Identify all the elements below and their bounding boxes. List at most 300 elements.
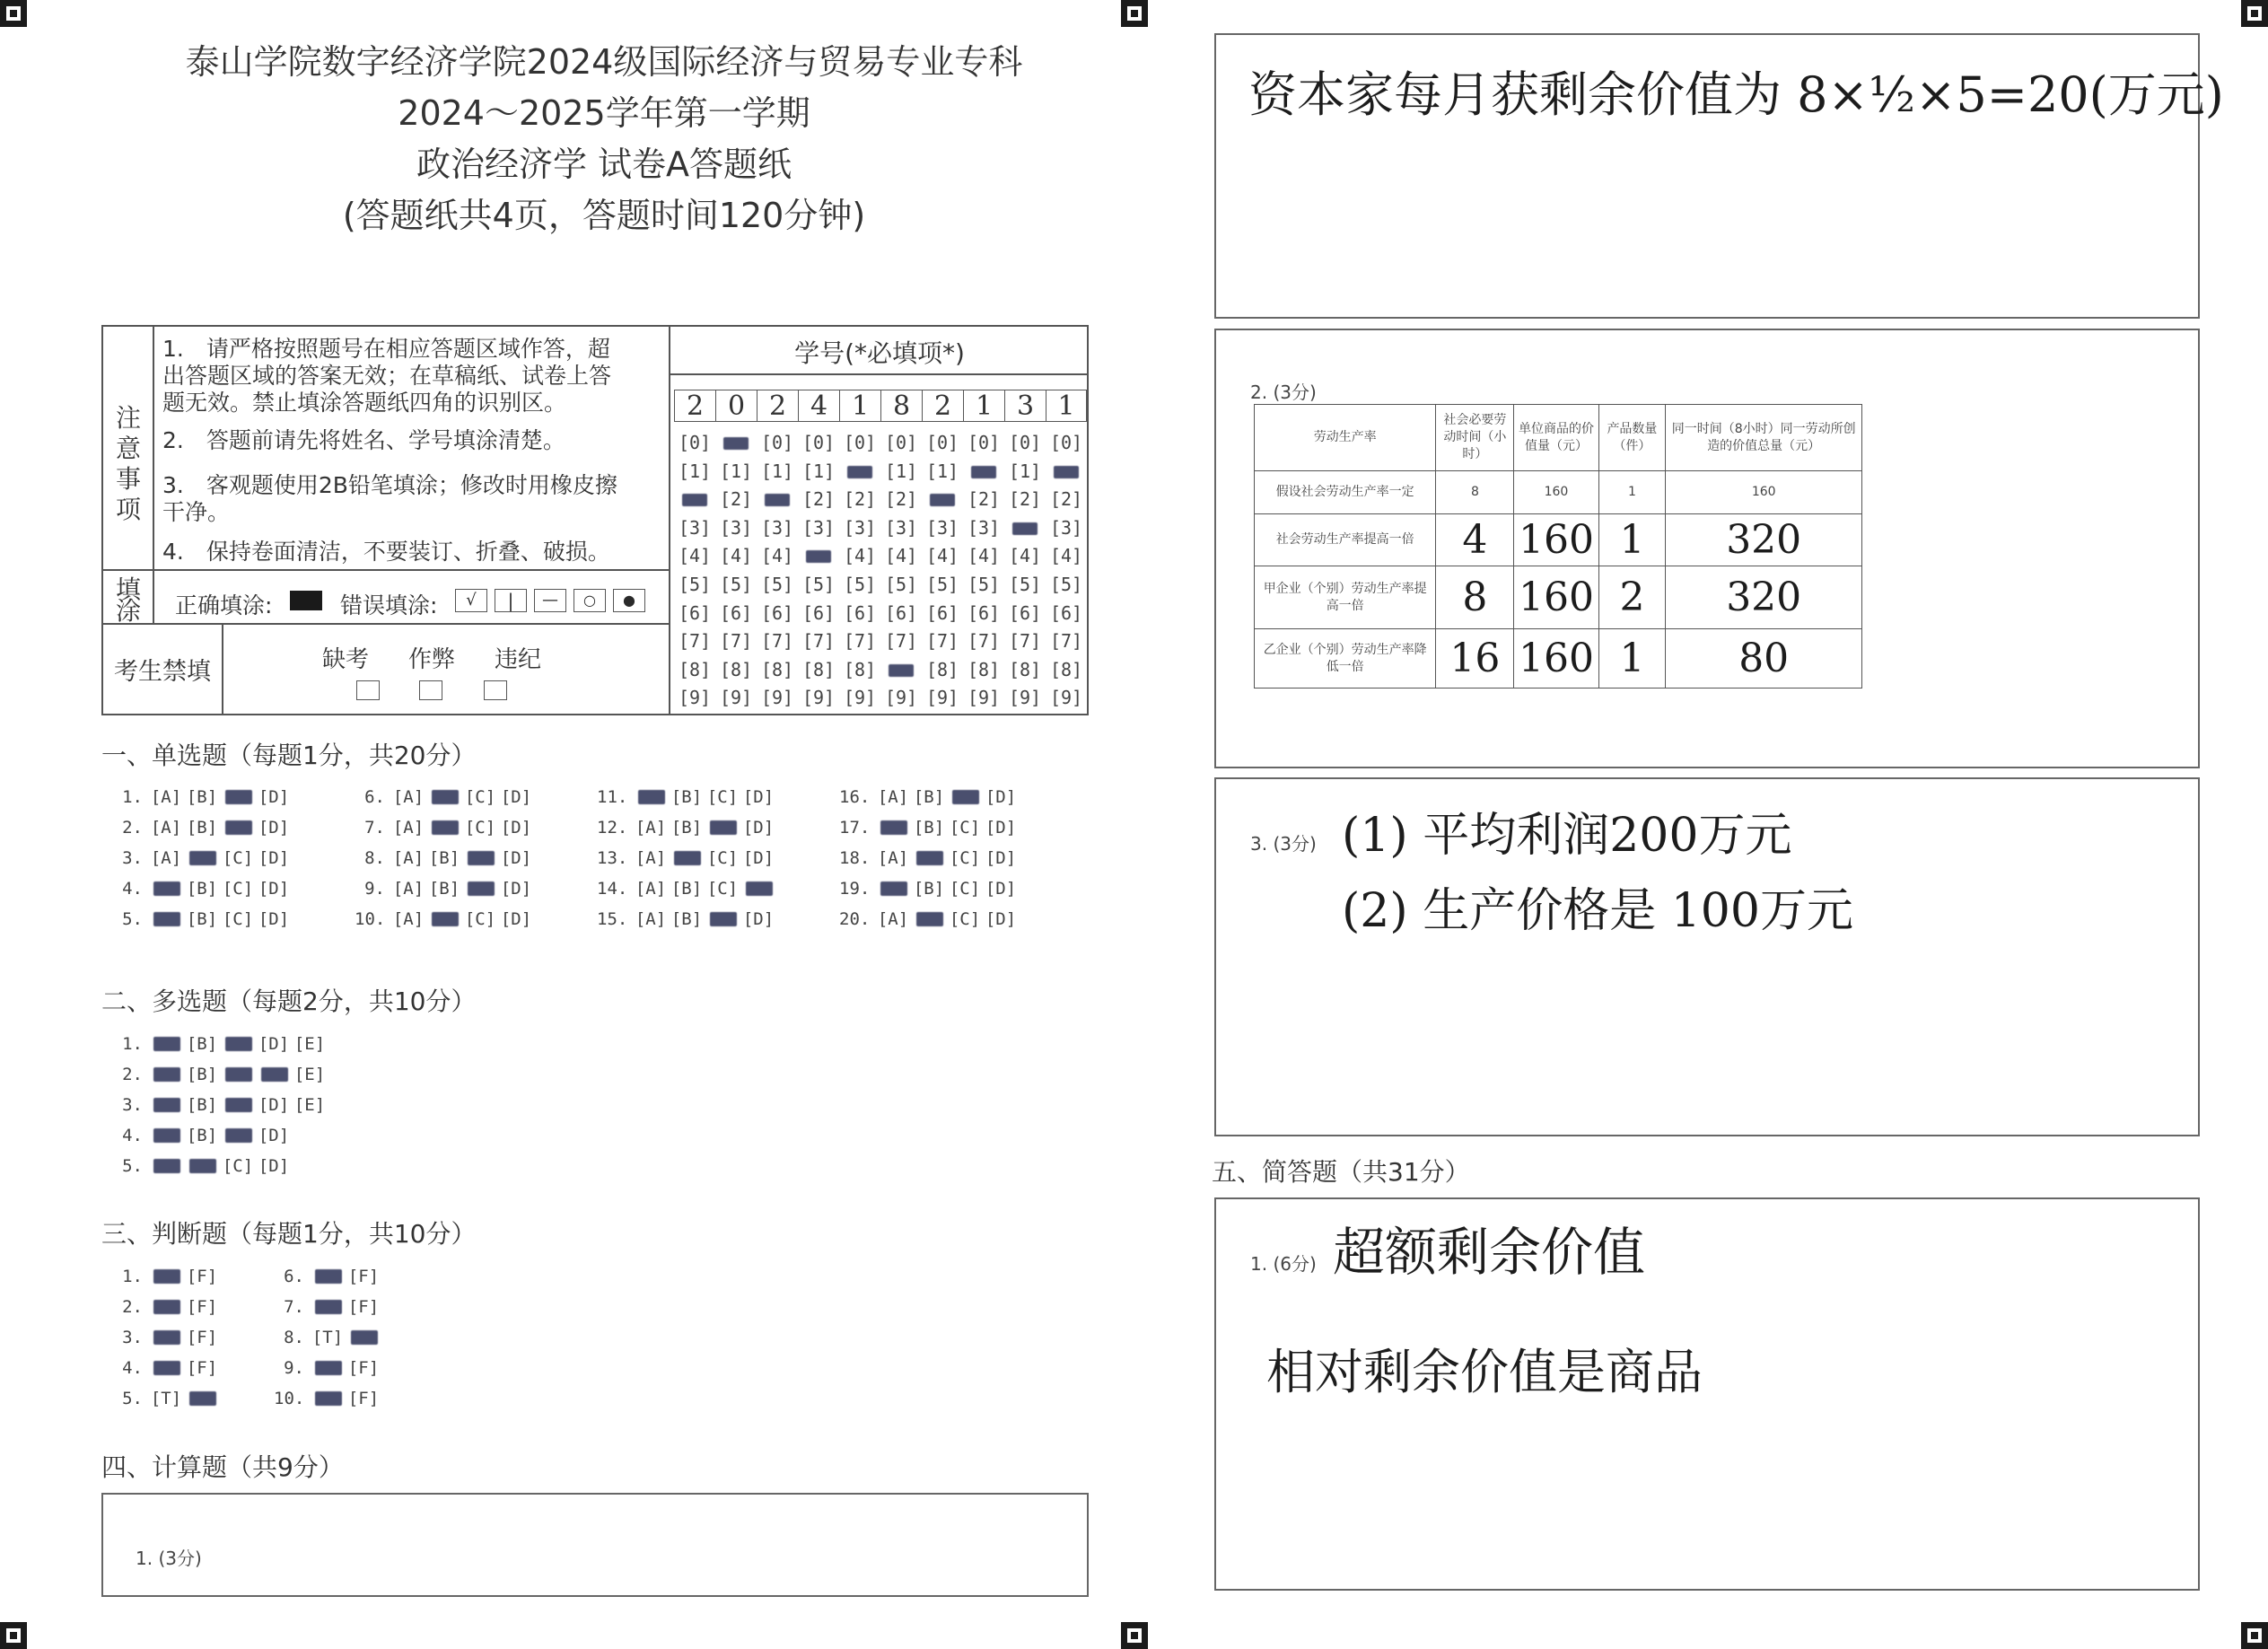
option-bubble[interactable]: [F]: [347, 1297, 380, 1317]
option-bubble[interactable]: [D]: [500, 818, 532, 838]
option-bubble[interactable]: [B]: [186, 1034, 218, 1054]
bubble[interactable]: [5]: [967, 573, 1001, 595]
bubble[interactable]: [7]: [967, 630, 1001, 653]
cheat-label: 作弊: [408, 646, 456, 673]
option-bubble-filled[interactable]: [462, 879, 498, 899]
bubble[interactable]: [3]: [801, 516, 836, 539]
option-bubble-filled[interactable]: [184, 848, 220, 868]
bubble[interactable]: [5]: [1049, 573, 1083, 595]
calc-q1-continued-box[interactable]: [1214, 33, 2224, 319]
option-bubble-filled[interactable]: [148, 1034, 184, 1054]
option-bubble[interactable]: [C]: [222, 848, 254, 868]
bubble[interactable]: [7]: [801, 630, 836, 653]
bubble[interactable]: [0]: [884, 432, 918, 453]
option-bubble[interactable]: [C]: [464, 909, 496, 929]
option-bubble[interactable]: [B]: [913, 818, 945, 838]
option-bubble-filled[interactable]: [220, 1095, 256, 1115]
wrong-mark-dash: —: [534, 589, 566, 612]
option-bubble[interactable]: [A]: [392, 787, 425, 807]
option-bubble-filled[interactable]: [426, 818, 462, 838]
option-bubble[interactable]: [D]: [258, 1126, 290, 1145]
option-bubble[interactable]: [B]: [186, 1095, 218, 1115]
bubble-filled[interactable]: [757, 486, 798, 514]
bubble[interactable]: [8]: [678, 658, 712, 680]
option-bubble[interactable]: [B]: [913, 787, 945, 807]
option-bubble[interactable]: [A]: [392, 879, 425, 899]
table-row: [1255, 471, 1862, 514]
option-bubble[interactable]: [C]: [706, 848, 739, 868]
bubble[interactable]: [4]: [884, 545, 918, 567]
table-header: 单位商品的价值量（元）: [1514, 405, 1598, 471]
exam-forbidden-label: 考生禁填: [114, 658, 211, 686]
option-bubble[interactable]: [A]: [877, 909, 909, 929]
option-bubble-filled[interactable]: [633, 787, 669, 807]
bubble[interactable]: [0]: [760, 432, 794, 453]
option-bubble-filled[interactable]: [148, 1095, 184, 1115]
option-bubble[interactable]: [D]: [258, 818, 290, 838]
option-bubble[interactable]: [A]: [392, 909, 425, 929]
option-bubble[interactable]: [A]: [635, 909, 667, 929]
section-short-answer-title: 五、简答题（共31分）: [1212, 1157, 1470, 1187]
bubble[interactable]: [9]: [925, 687, 959, 709]
bubble-row: [674, 486, 1087, 514]
bubble[interactable]: [7]: [1049, 630, 1083, 653]
option-bubble[interactable]: [T]: [311, 1328, 344, 1347]
option-bubble[interactable]: [D]: [258, 1156, 290, 1176]
notice-item-3: 3. 客观题使用2B铅笔填涂；修改时用橡皮擦干净。: [162, 472, 617, 525]
bubble-row: [674, 514, 1087, 543]
bubble[interactable]: [7]: [925, 630, 959, 653]
bubble[interactable]: [0]: [1049, 432, 1083, 453]
option-bubble[interactable]: [D]: [742, 787, 775, 807]
bubble-filled[interactable]: [715, 429, 757, 458]
bubble[interactable]: [9]: [678, 687, 712, 709]
option-bubble-filled[interactable]: [310, 1267, 346, 1286]
bubble[interactable]: [5]: [925, 573, 959, 595]
answer-item: [274, 1267, 381, 1286]
short-answer-q1-label: 1. (6分): [1250, 1253, 1317, 1275]
bubble[interactable]: [8]: [925, 658, 959, 680]
option-bubble-filled[interactable]: [148, 1358, 184, 1378]
student-id-digit: 2: [922, 390, 963, 422]
answer-item: [112, 1065, 328, 1084]
answer-item: [112, 818, 292, 838]
table-cell-handwritten: 1: [1598, 514, 1666, 566]
option-bubble[interactable]: [A]: [877, 848, 909, 868]
option-bubble-filled[interactable]: [148, 1328, 184, 1347]
option-bubble[interactable]: [B]: [186, 1065, 218, 1084]
corner-marker-bottom-right: [2241, 1622, 2268, 1649]
option-bubble[interactable]: [D]: [742, 818, 775, 838]
question-number: 5.: [122, 909, 143, 929]
answer-item: [112, 1389, 220, 1408]
option-bubble[interactable]: [D]: [500, 848, 532, 868]
option-bubble[interactable]: [F]: [347, 1358, 380, 1378]
answer-item: [597, 787, 776, 807]
bubble[interactable]: [3]: [925, 516, 959, 539]
student-id-bubble-grid[interactable]: [674, 429, 1087, 713]
bubble[interactable]: [9]: [967, 687, 1001, 709]
option-bubble[interactable]: [B]: [670, 909, 703, 929]
question-number: 4.: [122, 1126, 143, 1145]
table-cell-handwritten: 16: [1436, 629, 1514, 689]
bubble-row: [674, 627, 1087, 656]
bubble[interactable]: [6]: [719, 601, 753, 624]
answer-item: [112, 1328, 220, 1347]
student-id-digit: 3: [1004, 390, 1046, 422]
option-bubble[interactable]: [D]: [258, 879, 290, 899]
bubble[interactable]: [4]: [760, 545, 794, 567]
corner-marker-bottom-left: [0, 1622, 27, 1649]
calc-q1-label: 1. (3分): [136, 1548, 202, 1569]
absent-label: 缺考: [322, 646, 370, 673]
bubble-filled[interactable]: [963, 458, 1004, 487]
bubble[interactable]: [8]: [801, 658, 836, 680]
option-bubble[interactable]: [C]: [222, 1156, 254, 1176]
option-bubble-filled[interactable]: [911, 909, 947, 929]
absent-checkbox[interactable]: [356, 680, 380, 700]
bubble[interactable]: [7]: [884, 630, 918, 653]
option-bubble-filled[interactable]: [256, 1065, 292, 1084]
option-bubble-filled[interactable]: [310, 1358, 346, 1378]
student-id-digit: 1: [963, 390, 1004, 422]
option-bubble[interactable]: [A]: [392, 848, 425, 868]
bubble[interactable]: [2]: [884, 488, 918, 511]
bubble[interactable]: [3]: [967, 516, 1001, 539]
option-bubble[interactable]: [B]: [186, 787, 218, 807]
wrong-mark-bar: |: [495, 589, 527, 612]
option-bubble[interactable]: [F]: [186, 1267, 218, 1286]
option-bubble[interactable]: [A]: [635, 848, 667, 868]
bubble[interactable]: [2]: [801, 488, 836, 511]
option-bubble[interactable]: [B]: [670, 787, 703, 807]
bubble[interactable]: [0]: [967, 432, 1001, 453]
option-bubble[interactable]: [C]: [706, 787, 739, 807]
bubble[interactable]: [7]: [843, 630, 877, 653]
option-bubble[interactable]: [A]: [635, 879, 667, 899]
answer-item: [112, 1034, 328, 1054]
option-bubble[interactable]: [B]: [428, 879, 460, 899]
question-number: 20.: [839, 909, 871, 929]
bubble-filled[interactable]: [798, 542, 839, 571]
option-bubble[interactable]: [D]: [985, 818, 1017, 838]
bubble[interactable]: [6]: [884, 601, 918, 624]
option-bubble[interactable]: [D]: [500, 909, 532, 929]
bubble[interactable]: [3]: [678, 516, 712, 539]
corner-marker-top-left: [0, 0, 27, 27]
option-bubble[interactable]: [D]: [258, 1034, 290, 1054]
option-bubble-filled[interactable]: [911, 848, 947, 868]
table-row: [1255, 514, 1862, 566]
answer-item: [112, 879, 292, 899]
table-cell: 1: [1598, 471, 1666, 514]
option-bubble[interactable]: [B]: [186, 1126, 218, 1145]
option-bubble[interactable]: [C]: [949, 848, 981, 868]
bubble[interactable]: [3]: [884, 516, 918, 539]
option-bubble-filled[interactable]: [184, 1389, 220, 1408]
option-bubble[interactable]: [D]: [500, 879, 532, 899]
option-bubble[interactable]: [D]: [985, 787, 1017, 807]
bubble[interactable]: [1]: [925, 460, 959, 482]
option-bubble[interactable]: [B]: [186, 909, 218, 929]
bubble[interactable]: [8]: [967, 658, 1001, 680]
question-number: 2.: [122, 1065, 143, 1084]
bubble[interactable]: [4]: [967, 545, 1001, 567]
bubble[interactable]: [1]: [719, 460, 753, 482]
question-number: 18.: [839, 848, 871, 868]
option-bubble[interactable]: [B]: [186, 818, 218, 838]
option-bubble[interactable]: [F]: [186, 1328, 218, 1347]
option-bubble-filled[interactable]: [426, 787, 462, 807]
bubble[interactable]: [3]: [1049, 516, 1083, 539]
bubble[interactable]: [3]: [760, 516, 794, 539]
bubble[interactable]: [2]: [1049, 488, 1083, 511]
bubble[interactable]: [0]: [801, 432, 836, 453]
option-bubble-filled[interactable]: [310, 1297, 346, 1317]
bubble[interactable]: [4]: [1008, 545, 1042, 567]
bubble-filled[interactable]: [1046, 458, 1087, 487]
option-bubble[interactable]: [F]: [347, 1389, 380, 1408]
bubble[interactable]: [9]: [884, 687, 918, 709]
bubble[interactable]: [2]: [1008, 488, 1042, 511]
bubble-filled[interactable]: [1004, 514, 1046, 543]
option-bubble-filled[interactable]: [875, 879, 911, 899]
bubble-row: [674, 600, 1087, 628]
answer-item: [355, 909, 534, 929]
bubble[interactable]: [4]: [678, 545, 712, 567]
answer-item: [355, 879, 534, 899]
bubble[interactable]: [1]: [1008, 460, 1042, 482]
violation-checkbox[interactable]: [484, 680, 507, 700]
bubble[interactable]: [4]: [925, 545, 959, 567]
bubble[interactable]: [1]: [678, 460, 712, 482]
option-bubble-filled[interactable]: [220, 1034, 256, 1054]
option-bubble[interactable]: [D]: [258, 1095, 290, 1115]
notice-label-1: 注: [115, 403, 141, 433]
question-number: 7.: [364, 818, 385, 838]
question-number: 1.: [122, 787, 143, 807]
table-cell: 8: [1436, 471, 1514, 514]
bubble[interactable]: [1]: [801, 460, 836, 482]
option-bubble-filled[interactable]: [705, 818, 740, 838]
table-cell-handwritten: 160: [1514, 566, 1598, 629]
bubble[interactable]: [5]: [884, 573, 918, 595]
header-line2: 2024～2025学年第一学期: [398, 93, 810, 133]
bubble[interactable]: [6]: [801, 601, 836, 624]
short-answer-q1-box[interactable]: [1214, 1197, 2200, 1591]
question-number: 17.: [839, 818, 871, 838]
bubble[interactable]: [5]: [843, 573, 877, 595]
bubble[interactable]: [7]: [760, 630, 794, 653]
option-bubble[interactable]: [D]: [985, 909, 1017, 929]
bubble[interactable]: [3]: [719, 516, 753, 539]
question-number: 3.: [122, 848, 143, 868]
option-bubble-filled[interactable]: [148, 1156, 184, 1176]
calc-q1-answer-box[interactable]: [101, 1493, 1089, 1597]
option-bubble[interactable]: [A]: [877, 787, 909, 807]
bubble-row: [674, 458, 1087, 487]
bubble[interactable]: [0]: [925, 432, 959, 453]
option-bubble-filled[interactable]: [148, 1126, 184, 1145]
bubble[interactable]: [9]: [719, 687, 753, 709]
option-bubble-filled[interactable]: [184, 1156, 220, 1176]
bubble[interactable]: [8]: [843, 658, 877, 680]
table-header: 产品数量（件）: [1598, 405, 1666, 471]
option-bubble[interactable]: [C]: [222, 879, 254, 899]
bubble[interactable]: [7]: [678, 630, 712, 653]
option-bubble[interactable]: [D]: [742, 848, 775, 868]
option-bubble[interactable]: [F]: [186, 1297, 218, 1317]
bubble[interactable]: [0]: [1008, 432, 1042, 453]
correct-fill-label: 正确填涂:: [175, 592, 273, 618]
table-row-label: 乙企业（个别）劳动生产率降低一倍: [1255, 629, 1436, 689]
option-bubble-filled[interactable]: [220, 1065, 256, 1084]
option-bubble[interactable]: [A]: [392, 818, 425, 838]
option-bubble-filled[interactable]: [426, 909, 462, 929]
fill-label-1: 填: [115, 575, 141, 604]
option-bubble[interactable]: [D]: [258, 848, 290, 868]
option-bubble[interactable]: [T]: [150, 1389, 182, 1408]
wrong-mark-circle: ○: [574, 589, 606, 612]
question-number: 2.: [122, 1297, 143, 1317]
bubble[interactable]: [9]: [843, 687, 877, 709]
bubble[interactable]: [7]: [719, 630, 753, 653]
bubble[interactable]: [8]: [760, 658, 794, 680]
option-bubble[interactable]: [A]: [150, 787, 182, 807]
bubble-filled[interactable]: [922, 486, 963, 514]
option-bubble[interactable]: [F]: [347, 1267, 380, 1286]
option-bubble[interactable]: [C]: [949, 818, 981, 838]
bubble[interactable]: [2]: [719, 488, 753, 511]
question-number: 12.: [597, 818, 628, 838]
bubble[interactable]: [3]: [843, 516, 877, 539]
option-bubble[interactable]: [F]: [186, 1358, 218, 1378]
student-id-boxes: [674, 390, 1087, 422]
bubble[interactable]: [0]: [678, 432, 712, 453]
bubble[interactable]: [5]: [678, 573, 712, 595]
option-bubble[interactable]: [D]: [500, 787, 532, 807]
option-bubble-filled[interactable]: [740, 879, 776, 899]
bubble[interactable]: [4]: [843, 545, 877, 567]
option-bubble-filled[interactable]: [346, 1328, 381, 1347]
option-bubble-filled[interactable]: [947, 787, 983, 807]
option-bubble[interactable]: [E]: [293, 1065, 326, 1084]
bubble[interactable]: [2]: [967, 488, 1001, 511]
corner-marker-bottom-center: [1121, 1622, 1148, 1649]
bubble[interactable]: [9]: [760, 687, 794, 709]
table-row-label: 假设社会劳动生产率一定: [1255, 471, 1436, 514]
bubble[interactable]: [9]: [1049, 687, 1083, 709]
option-bubble[interactable]: [C]: [706, 879, 739, 899]
option-bubble[interactable]: [E]: [293, 1034, 326, 1054]
option-bubble-filled[interactable]: [310, 1389, 346, 1408]
bubble[interactable]: [8]: [719, 658, 753, 680]
bubble[interactable]: [6]: [678, 601, 712, 624]
cheat-checkbox[interactable]: [419, 680, 442, 700]
option-bubble-filled[interactable]: [462, 848, 498, 868]
bubble[interactable]: [1]: [884, 460, 918, 482]
option-bubble[interactable]: [C]: [464, 787, 496, 807]
bubble[interactable]: [6]: [967, 601, 1001, 624]
option-bubble-filled[interactable]: [220, 1126, 256, 1145]
option-bubble-filled[interactable]: [148, 1297, 184, 1317]
bubble[interactable]: [6]: [1008, 601, 1042, 624]
option-bubble-filled[interactable]: [148, 879, 184, 899]
bubble[interactable]: [8]: [1008, 658, 1042, 680]
option-bubble[interactable]: [A]: [150, 818, 182, 838]
wrong-fill-samples: [455, 589, 645, 612]
bubble[interactable]: [7]: [1008, 630, 1042, 653]
option-bubble[interactable]: [D]: [258, 909, 290, 929]
notice-label-4: 项: [115, 495, 141, 524]
option-bubble[interactable]: [D]: [258, 787, 290, 807]
option-bubble[interactable]: [B]: [670, 818, 703, 838]
bubble-filled[interactable]: [880, 656, 922, 685]
option-bubble-filled[interactable]: [220, 787, 256, 807]
bubble[interactable]: [5]: [1008, 573, 1042, 595]
option-bubble-filled[interactable]: [705, 909, 740, 929]
bubble[interactable]: [6]: [925, 601, 959, 624]
bubble[interactable]: [5]: [801, 573, 836, 595]
bubble-filled[interactable]: [839, 458, 880, 487]
option-bubble[interactable]: [C]: [949, 879, 981, 899]
bubble[interactable]: [5]: [760, 573, 794, 595]
answer-item: [112, 1156, 292, 1176]
student-id-digit: 4: [798, 390, 839, 422]
option-bubble[interactable]: [B]: [913, 879, 945, 899]
bubble[interactable]: [1]: [760, 460, 794, 482]
option-bubble[interactable]: [D]: [985, 848, 1017, 868]
option-bubble-filled[interactable]: [220, 818, 256, 838]
bubble[interactable]: [9]: [801, 687, 836, 709]
bubble[interactable]: [0]: [843, 432, 877, 453]
bubble[interactable]: [4]: [1049, 545, 1083, 567]
bubble[interactable]: [6]: [760, 601, 794, 624]
option-bubble[interactable]: [B]: [186, 879, 218, 899]
bubble[interactable]: [6]: [1049, 601, 1083, 624]
question-number: 9.: [284, 1358, 304, 1378]
calc-q3-answer-box[interactable]: [1214, 777, 2200, 1136]
option-bubble-filled[interactable]: [148, 1065, 184, 1084]
option-bubble[interactable]: [B]: [428, 848, 460, 868]
option-bubble[interactable]: [B]: [670, 879, 703, 899]
option-bubble-filled[interactable]: [148, 909, 184, 929]
option-bubble[interactable]: [D]: [985, 879, 1017, 899]
calc-q2-answer-box[interactable]: [1214, 329, 2200, 768]
bubble-filled[interactable]: [674, 486, 715, 514]
bubble[interactable]: [2]: [843, 488, 877, 511]
section-true-false-title: 三、判断题（每题1分，共10分）: [101, 1219, 477, 1249]
option-bubble[interactable]: [C]: [222, 909, 254, 929]
bubble[interactable]: [4]: [719, 545, 753, 567]
bubble[interactable]: [5]: [719, 573, 753, 595]
bubble[interactable]: [9]: [1008, 687, 1042, 709]
bubble[interactable]: [6]: [843, 601, 877, 624]
option-bubble[interactable]: [E]: [293, 1095, 326, 1115]
student-id-digit: 8: [880, 390, 922, 422]
answer-item: [112, 1297, 220, 1317]
table-cell-handwritten: 320: [1666, 566, 1862, 629]
option-bubble[interactable]: [A]: [150, 848, 182, 868]
option-bubble[interactable]: [D]: [742, 909, 775, 929]
option-bubble[interactable]: [C]: [464, 818, 496, 838]
option-bubble[interactable]: [C]: [949, 909, 981, 929]
option-bubble-filled[interactable]: [669, 848, 705, 868]
bubble[interactable]: [8]: [1049, 658, 1083, 680]
option-bubble-filled[interactable]: [875, 818, 911, 838]
option-bubble[interactable]: [A]: [635, 818, 667, 838]
option-bubble-filled[interactable]: [148, 1267, 184, 1286]
